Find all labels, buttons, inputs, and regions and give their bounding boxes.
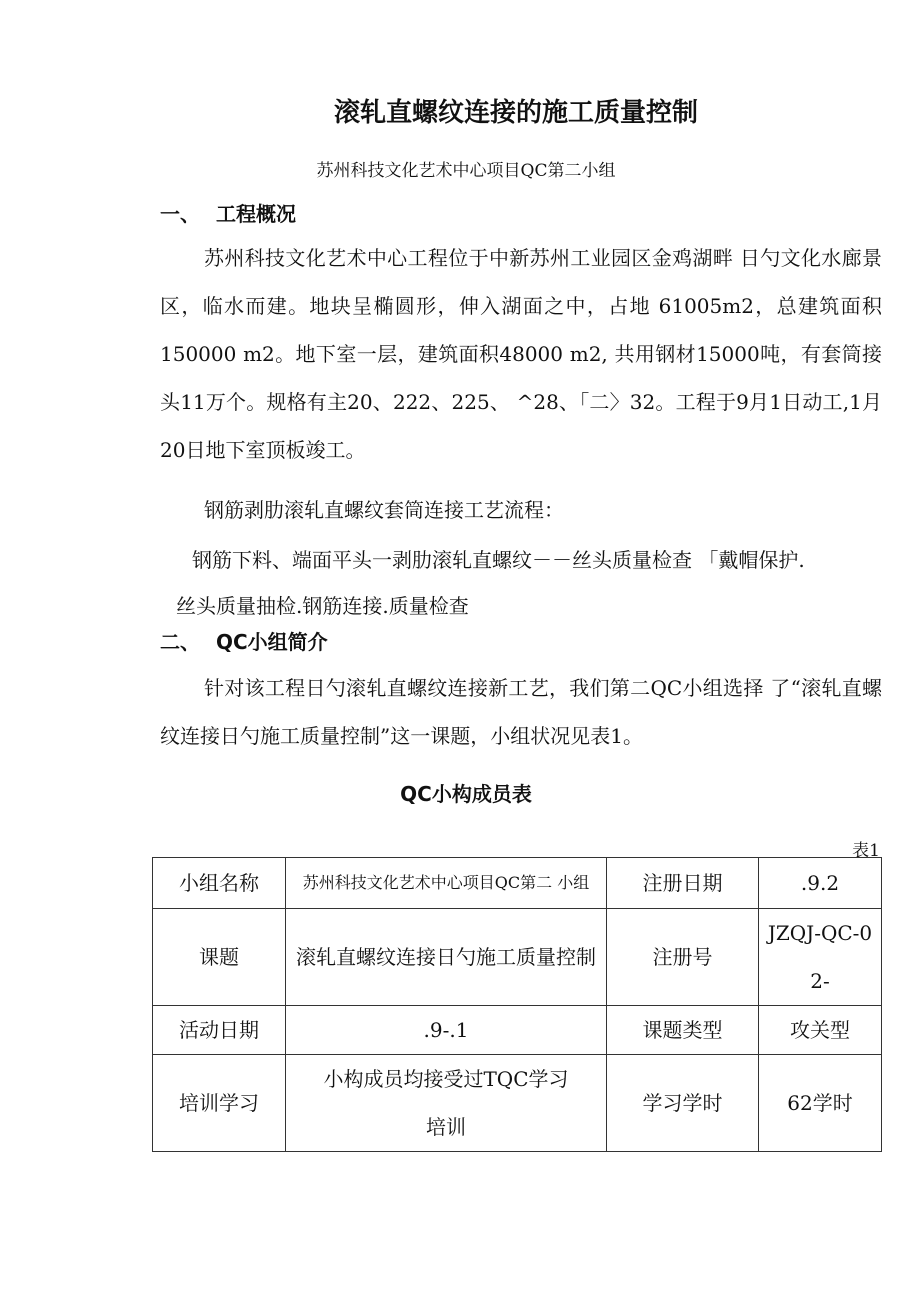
- table-cell: 小构成员均接受过TQC学习培训: [286, 1055, 607, 1152]
- table-row: [153, 1006, 882, 1055]
- table-cell: 攻关型: [759, 1006, 882, 1055]
- table-cell: 培训学习: [153, 1055, 286, 1152]
- table-cell: 课题: [153, 909, 286, 1006]
- process-flow-line-1: 钢筋下料、端面平头一剥肋滚轧直螺纹－－丝头质量检查 「戴帽保护.: [192, 548, 805, 572]
- table-cell: .9-.1: [286, 1006, 607, 1055]
- table-cell: 注册号: [607, 909, 759, 1006]
- table-cell: 学习学时: [607, 1055, 759, 1152]
- table-cell: JZQJ-QC-02-: [759, 909, 882, 1006]
- table-title: QC小构成员表: [400, 782, 532, 806]
- table-row: [153, 909, 882, 1006]
- table-cell: 小组名称: [153, 858, 286, 909]
- table-number: 表1: [852, 841, 880, 861]
- table-row: [153, 1055, 882, 1152]
- section-2-title: QC小组简介: [216, 630, 328, 654]
- table-cell: .9.2: [759, 858, 882, 909]
- section-2-heading: [160, 626, 328, 655]
- table-cell: 62学时: [759, 1055, 882, 1152]
- table-cell: 注册日期: [607, 858, 759, 909]
- section-2-number: 二、: [160, 630, 200, 654]
- qc-members-table: [152, 857, 882, 1152]
- document-title: 滚轧直螺纹连接的施工质量控制: [333, 98, 698, 128]
- section-1-title: 工程概况: [216, 202, 296, 226]
- table-cell: 滚轧直螺纹连接日勺施工质量控制: [286, 909, 607, 1006]
- section-1-heading: [160, 198, 296, 227]
- document-subtitle: 苏州科技文化艺术中心项目QC第二小组: [316, 161, 616, 181]
- project-overview-paragraph: 苏州科技文化艺术中心工程位于中新苏州工业园区金鸡湖畔 日勺文化水廊景区，临水而建。地块呈椭圆形，伸入湖面之中，占地 61005m2，总建筑面积150000 m2。地下室一层，建筑面积48000 m2, 共用钢材15000吨，有套筒接头11万个。规格有主20、222、225、 ^28、「二〉32。工程于9月1日动工,1月20日地下室顶板竣工。: [160, 246, 882, 462]
- qc-group-paragraph: 针对该工程日勺滚轧直螺纹连接新工艺，我们第二QC小组选择 了“滚轧直螺纹连接日勺施工质量控制”这一课题，小组状况见表1。: [160, 676, 882, 748]
- table-cell: 活动日期: [153, 1006, 286, 1055]
- section-1-number: 一、: [160, 202, 200, 226]
- table-cell: 课题类型: [607, 1006, 759, 1055]
- table-row: [153, 858, 882, 909]
- table-cell: 苏州科技文化艺术中心项目QC第二 小组: [286, 858, 607, 909]
- process-flow-title: 钢筋剥肋滚轧直螺纹套筒连接工艺流程：: [204, 498, 564, 522]
- process-flow-line-2: 丝头质量抽检.钢筋连接.质量检查: [176, 594, 469, 618]
